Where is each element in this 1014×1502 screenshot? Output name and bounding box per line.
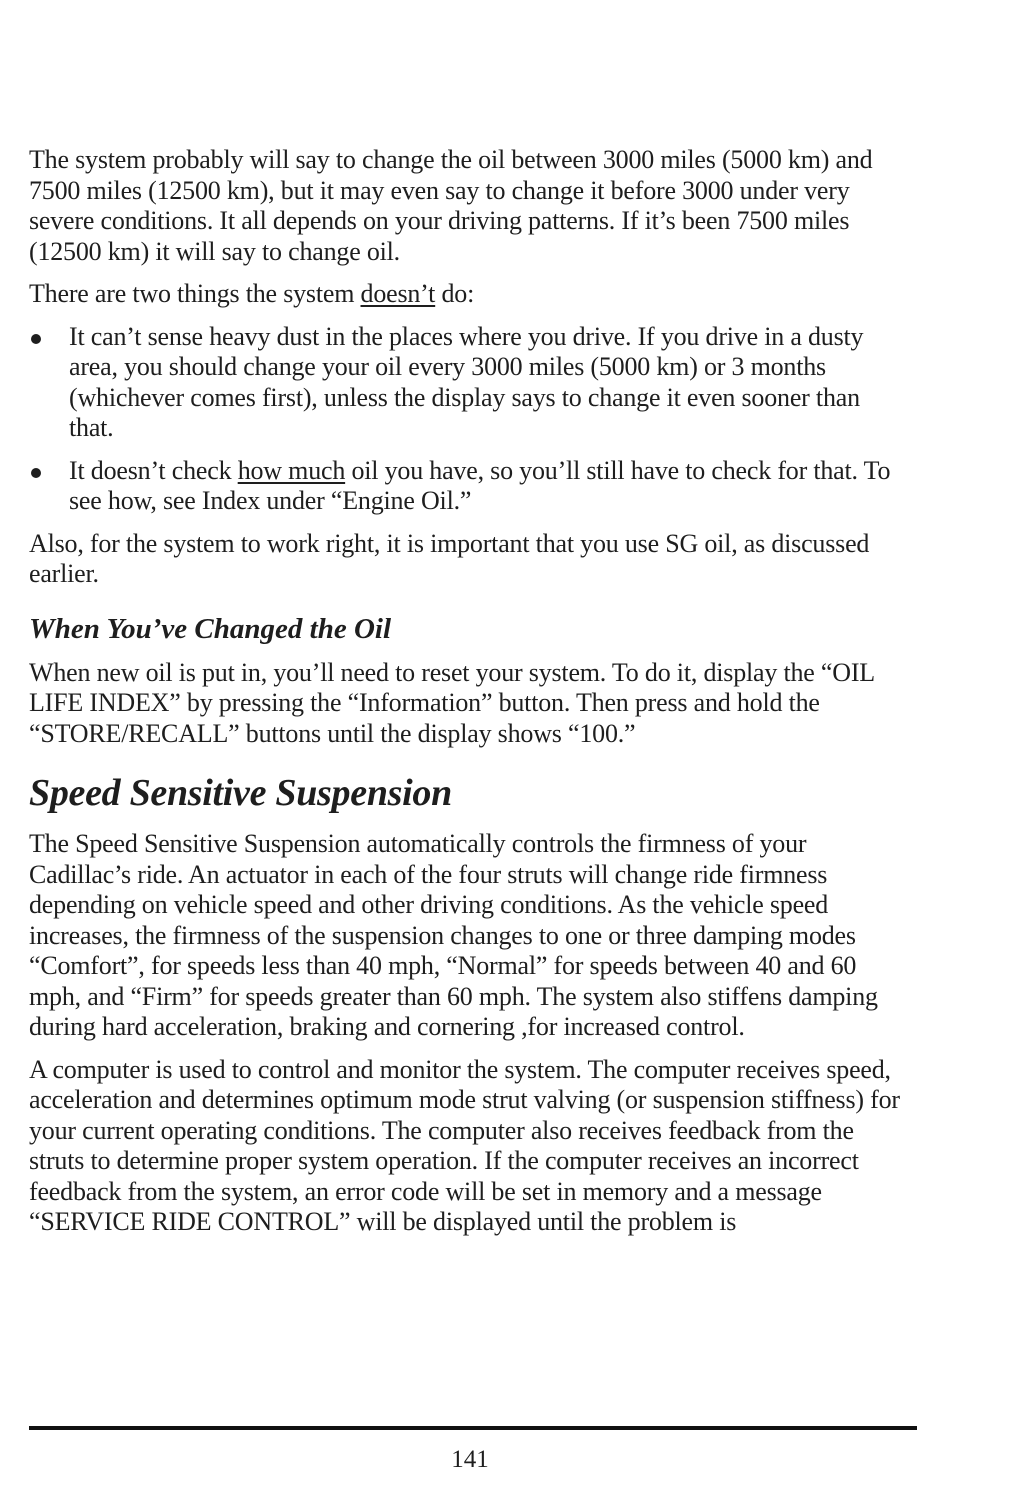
- text-segment: do:: [435, 279, 475, 308]
- text-segment: It doesn’t check: [69, 455, 238, 485]
- paragraph-suspension-computer: A computer is used to control and monitor the system. The computer receives speed, acceleration and determines optimum mode strut valving (or suspension stiffness) for your current operating conditions. The computer also receives feedback from the struts to determine proper system operation. If the computer receives an incorrect feedback from the system, an error code will be set in memory and a message “SERVICE RIDE CONTROL” will be displayed until the problem is: [29, 1054, 900, 1236]
- section-heading-suspension: Speed Sensitive Suspension: [29, 772, 452, 814]
- bullet-item-oil-level: [29, 456, 909, 517]
- page-number: 141: [451, 1446, 489, 1473]
- bullet-text: It can’t sense heavy dust in the places where you drive. If you drive in a dusty area, you should change your oil every 3000 miles (5000 km) or 3 months (whichever comes first), unless the display says to change it even sooner than that.: [69, 321, 864, 442]
- bullet-dot-icon: [31, 334, 41, 344]
- paragraph-sg-oil: Also, for the system to work right, it is important that you use SG oil, as discussed earlier.: [29, 528, 870, 588]
- paragraph-two-things: [29, 279, 909, 310]
- paragraph-suspension-description: The Speed Sensitive Suspension automatically controls the firmness of your Cadillac’s ride. An actuator in each of the four struts will change ride firmness depending on vehicle speed and other driving conditions. As the vehicle speed increases, the firmness of the suspension changes to one or three damping modes “Comfort”, for speeds less than 40 mph, “Normal” for speeds between 40 and 60 mph, and “Firm” for speeds greater than 60 mph. The system also stiffens damping during hard acceleration, braking and cornering ,for increased control.: [29, 829, 878, 1041]
- underlined-doesnt: doesn’t: [360, 279, 436, 308]
- page-content: [29, 145, 909, 1238]
- paragraph-oil-change-interval: The system probably will say to change the oil between 3000 miles (5000 km) and 7500 miles (12500 km), but it may even say to change it before 3000 under very severe conditions. It all depends on your driving patterns. If it’s been 7500 miles (12500 km) it will say to change oil.: [29, 145, 873, 266]
- bullet-item-dust: [29, 322, 909, 444]
- text-segment: oil you have, so you’ll still have to check for that. To see how, see Index under “Engine Oil.”: [69, 455, 891, 515]
- bullet-dot-icon: [31, 468, 41, 478]
- footer-rule: [29, 1426, 917, 1430]
- text-segment: There are two things the system: [29, 279, 361, 308]
- underlined-how-much: how much: [237, 455, 346, 485]
- section-heading-changed-oil: When You’ve Changed the Oil: [29, 612, 392, 645]
- paragraph-reset-system: When new oil is put in, you’ll need to reset your system. To do it, display the “OIL LIFE INDEX” by pressing the “Information” button. Then press and hold the “STORE/RECALL” buttons until the display shows “100.”: [29, 657, 875, 748]
